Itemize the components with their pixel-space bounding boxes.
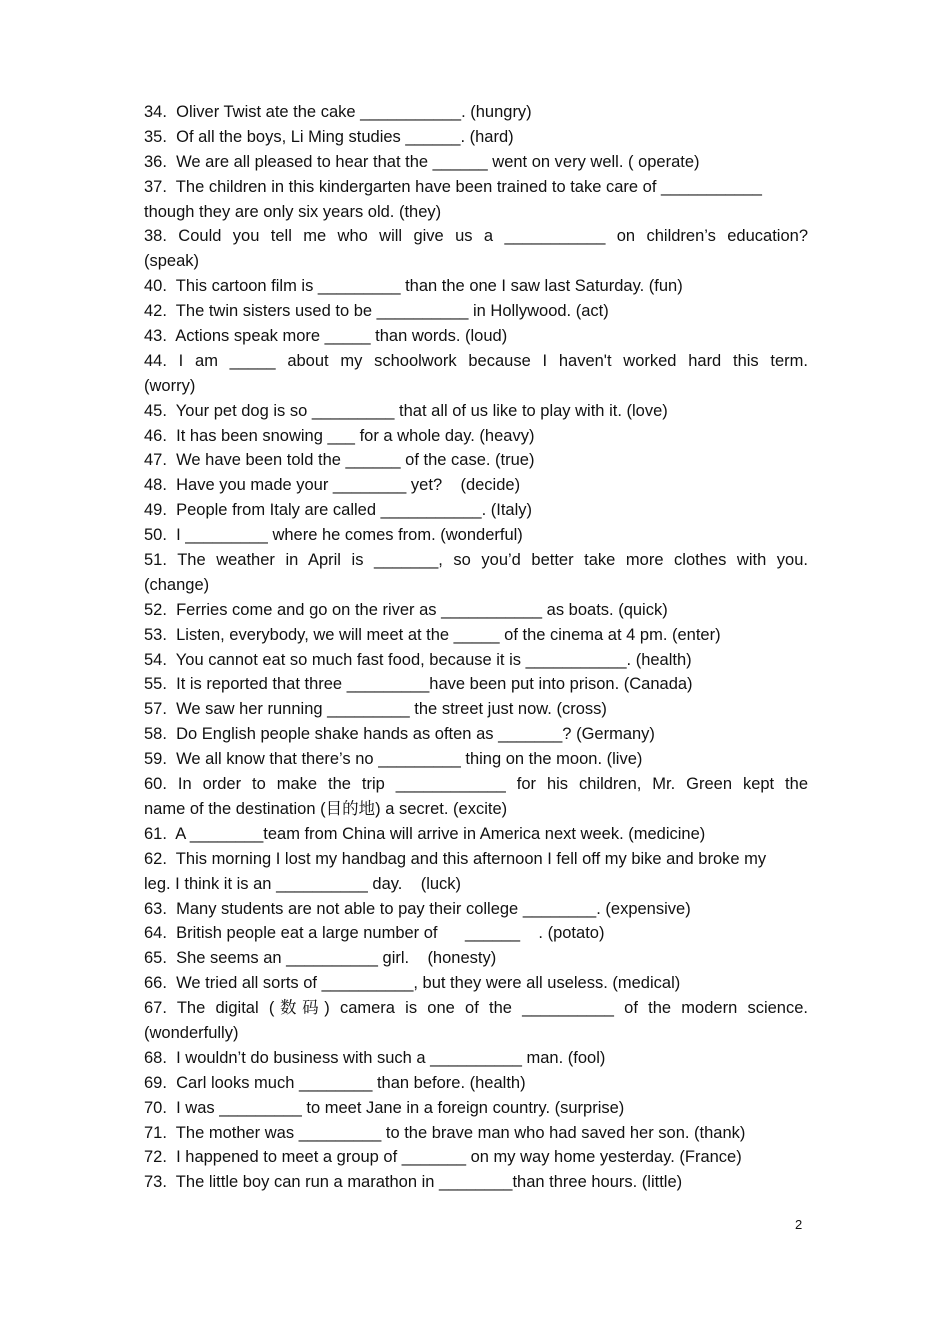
exercise-line: 35. Of all the boys, Li Ming studies ______. (hard)	[144, 127, 514, 146]
page-number: 2	[795, 1217, 803, 1232]
exercise-line: (worry)	[144, 376, 196, 395]
exercise-line: 53. Listen, everybody, we will meet at the _____ of the cinema at 4 pm. (enter)	[144, 625, 721, 644]
exercise-line: (change)	[144, 575, 210, 594]
exercise-line: 73. The little boy can run a marathon in ________than three hours. (little)	[144, 1173, 683, 1192]
exercise-line: (speak)	[144, 252, 200, 271]
exercise-line: 66. We tried all sorts of __________, but they were all useless. (medical)	[144, 974, 681, 993]
exercise-line: 40. This cartoon film is _________ than the one I saw last Saturday. (fun)	[144, 277, 683, 296]
exercise-line: 43. Actions speak more _____ than words. (loud)	[144, 327, 508, 346]
exercise-line: 51. The weather in April is _______, so you’d better take more clothes with you.	[144, 551, 808, 570]
exercise-line: 55. It is reported that three _________have been put into prison. (Canada)	[144, 675, 693, 694]
exercise-line: name of the destination (目的地) a secret. (excite)	[144, 799, 508, 818]
exercise-line: 42. The twin sisters used to be __________ in Hollywood. (act)	[144, 302, 609, 321]
exercise-line: 61. A ________team from China will arrive in America next week. (medicine)	[144, 824, 706, 843]
exercise-line: 48. Have you made your ________ yet? (decide)	[144, 476, 521, 495]
exercise-line: 37. The children in this kindergarten have been trained to take care of ___________	[144, 177, 762, 196]
exercise-line: 54. You cannot eat so much fast food, because it is ___________. (health)	[144, 650, 692, 669]
exercise-line: 44. I am _____ about my schoolwork because I haven't worked hard this term.	[144, 351, 808, 370]
exercise-line: 59. We all know that there’s no _________ thing on the moon. (live)	[144, 750, 643, 769]
exercise-line: 52. Ferries come and go on the river as ___________ as boats. (quick)	[144, 600, 668, 619]
exercise-line: 62. This morning I lost my handbag and this afternoon I fell off my bike and broke my	[144, 849, 767, 868]
exercise-line: 67. The digital (数码) camera is one of the __________ of the modern science.	[144, 999, 808, 1018]
exercise-line: 64. British people eat a large number of ______ . (potato)	[144, 924, 605, 943]
exercise-line: (wonderfully)	[144, 1023, 239, 1042]
exercise-line: 36. We are all pleased to hear that the ______ went on very well. ( operate)	[144, 152, 700, 171]
exercise-line: though they are only six years old. (they)	[144, 202, 442, 221]
exercise-line: 71. The mother was _________ to the brave man who had saved her son. (thank)	[144, 1123, 746, 1142]
exercise-line: 68. I wouldn’t do business with such a __________ man. (fool)	[144, 1048, 606, 1067]
exercise-line: 65. She seems an __________ girl. (honesty)	[144, 949, 497, 968]
exercise-line: 63. Many students are not able to pay their college ________. (expensive)	[144, 899, 691, 918]
exercise-line: 58. Do English people shake hands as often as _______? (Germany)	[144, 725, 655, 744]
exercise-line: 72. I happened to meet a group of _______ on my way home yesterday. (France)	[144, 1148, 742, 1167]
exercise-line: 69. Carl looks much ________ than before. (health)	[144, 1073, 526, 1092]
exercise-line: 34. Oliver Twist ate the cake ___________. (hungry)	[144, 103, 532, 121]
exercise-line: 38. Could you tell me who will give us a ___________ on children’s education?	[144, 227, 808, 246]
exercise-line: 70. I was _________ to meet Jane in a foreign country. (surprise)	[144, 1098, 625, 1117]
exercise-line: 57. We saw her running _________ the street just now. (cross)	[144, 700, 607, 719]
exercise-line: 50. I _________ where he comes from. (wonderful)	[144, 526, 523, 545]
exercise-list	[144, 100, 808, 1195]
exercise-line: 45. Your pet dog is so _________ that all of us like to play with it. (love)	[144, 401, 668, 420]
exercise-line: leg. I think it is an __________ day. (luck)	[144, 874, 462, 893]
exercise-line: 47. We have been told the ______ of the case. (true)	[144, 451, 535, 470]
exercise-line: 49. People from Italy are called ___________. (Italy)	[144, 501, 532, 520]
exercise-line: 46. It has been snowing ___ for a whole day. (heavy)	[144, 426, 535, 445]
exercise-line: 60. In order to make the trip ____________ for his children, Mr. Green kept the	[144, 775, 808, 794]
